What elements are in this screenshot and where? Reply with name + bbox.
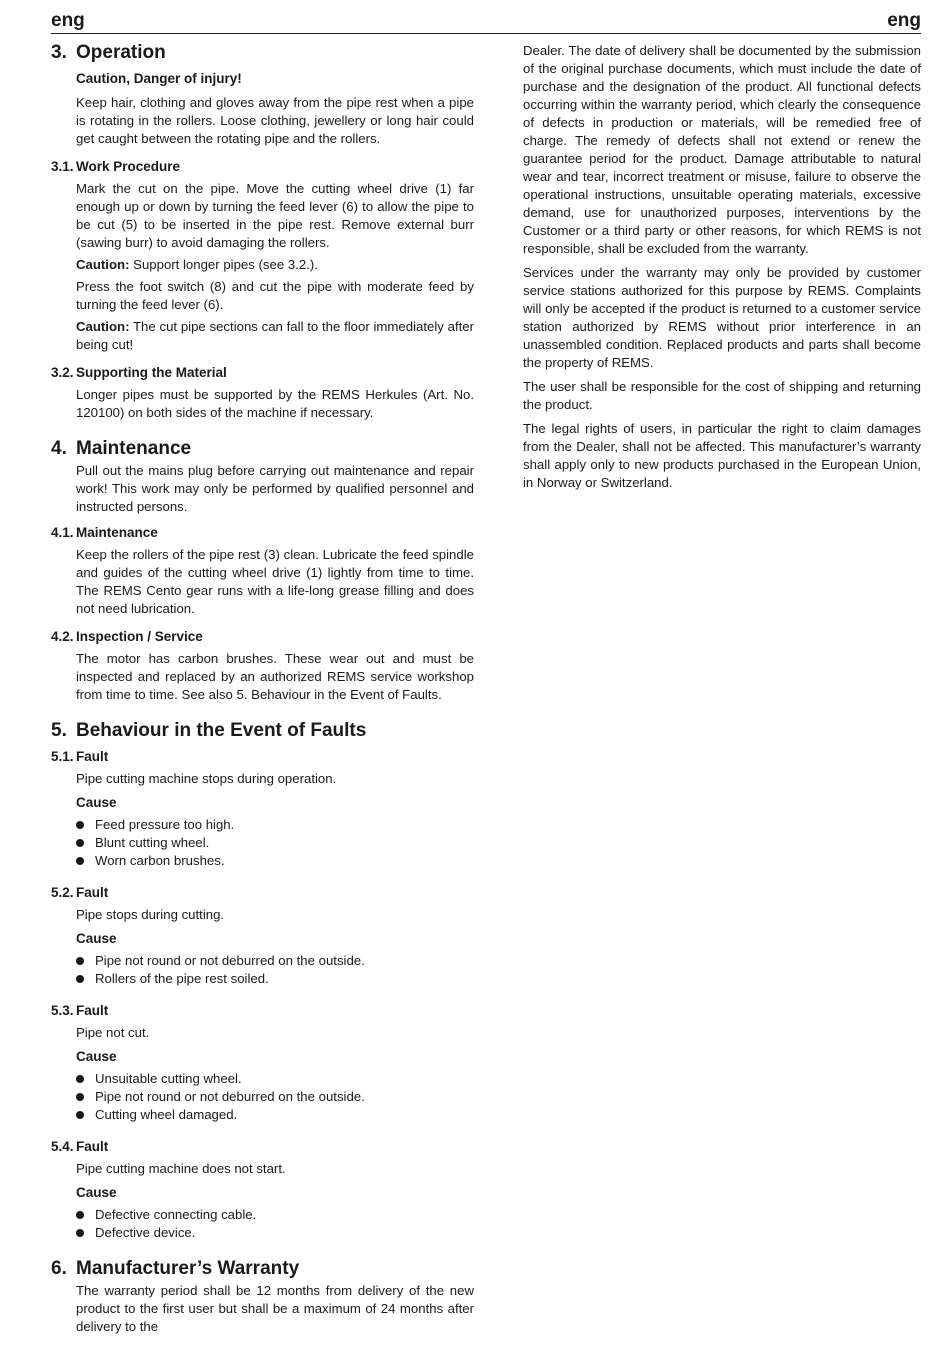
cause-list — [51, 952, 474, 988]
caution-label: Caution: — [76, 257, 130, 272]
subsection-title: Supporting the Material — [76, 365, 227, 380]
section-heading — [51, 40, 474, 66]
paragraph: The warranty period shall be 12 months from delivery of the new product to the first user but shall be a maximum of 24 months after delivery to the — [76, 1283, 474, 1334]
caution-label: Caution: — [76, 319, 130, 334]
section-title: Operation — [76, 42, 166, 63]
bullet-icon — [76, 839, 84, 847]
fault-description: Pipe not cut. — [76, 1025, 150, 1040]
bullet-icon — [76, 821, 84, 829]
paragraph: Longer pipes must be supported by the REMS Herkules (Art. No. 120100) on both sides of the machine if necessary. — [76, 387, 474, 420]
subsection-heading — [51, 158, 474, 176]
subsection-heading — [51, 628, 474, 646]
cause-text: Defective device. — [95, 1225, 196, 1240]
subsection-number: 4.1. — [51, 525, 74, 540]
cause-text: Pipe not round or not deburred on the outside. — [95, 1089, 365, 1104]
language-label-left: eng — [51, 10, 85, 31]
section-number: 4. — [51, 438, 67, 459]
cause-label: Cause — [76, 1185, 117, 1200]
section-number: 5. — [51, 720, 67, 741]
subsection-title: Fault — [76, 749, 109, 764]
fault-description: Pipe stops during cutting. — [76, 907, 225, 922]
fault-description: Pipe cutting machine does not start. — [76, 1161, 286, 1176]
subsection-heading — [51, 364, 474, 382]
section-heading — [51, 1256, 474, 1282]
paragraph: The legal rights of users, in particular the right to claim damages from the Dealer, shall not be affected. This manufacturer’s warranty shall apply only to new products purchased in the European Union, in Norway or Switzerland. — [523, 421, 921, 490]
paragraph: Press the foot switch (8) and cut the pipe with moderate feed by turning the feed lever (6). — [76, 279, 474, 312]
cause-text: Worn carbon brushes. — [95, 853, 225, 868]
list-item — [76, 952, 474, 970]
section-number: 6. — [51, 1258, 67, 1279]
cause-label: Cause — [76, 931, 117, 946]
subsection-number: 5.2. — [51, 885, 74, 900]
subsection-number: 3.1. — [51, 159, 74, 174]
subsection-number: 5.4. — [51, 1139, 74, 1154]
subsection-heading — [51, 884, 474, 902]
caution-paragraph — [51, 318, 474, 354]
cause-text: Blunt cutting wheel. — [95, 835, 210, 850]
list-item — [76, 1106, 474, 1124]
bullet-icon — [76, 975, 84, 983]
section-number: 3. — [51, 42, 67, 63]
cause-text: Defective connecting cable. — [95, 1207, 257, 1222]
left-column — [51, 40, 474, 1336]
section-title: Behaviour in the Event of Faults — [76, 720, 367, 741]
bullet-icon — [76, 1075, 84, 1083]
cause-label: Cause — [76, 795, 117, 810]
bullet-icon — [76, 957, 84, 965]
subsection-title: Maintenance — [76, 525, 158, 540]
subsection-number: 5.3. — [51, 1003, 74, 1018]
subsection-title: Fault — [76, 1139, 109, 1154]
paragraph: Services under the warranty may only be provided by customer service stations authorized for this purpose by REMS. Complaints will only be accepted if the product is returned to a customer service station authorized by REMS without prior interference in an unassembled condition. Replaced products and parts shall become the property of REMS. — [523, 265, 921, 370]
subsection-number: 5.1. — [51, 749, 74, 764]
list-item — [76, 1224, 474, 1242]
subsection-heading — [51, 1138, 474, 1156]
caution-text: Support longer pipes (see 3.2.). — [129, 257, 318, 272]
list-item — [76, 1070, 474, 1088]
page-header — [51, 9, 921, 34]
cause-text: Pipe not round or not deburred on the outside. — [95, 953, 365, 968]
cause-text: Unsuitable cutting wheel. — [95, 1071, 242, 1086]
language-label-right: eng — [887, 10, 921, 31]
section-heading — [51, 718, 474, 744]
section-title: Maintenance — [76, 438, 192, 459]
paragraph: Dealer. The date of delivery shall be documented by the submission of the original purchase documents, which must include the date of purchase and the designation of the product. All functional defects occurring within the warranty period, which clearly the consequence of defects in production or materials, will be remedied free of charge. The remedy of defects shall not extend or renew the guarantee period for the product. Damage attributable to natural wear and tear, incorrect treatment or misuse, failure to observe the operational instructions, unsuitable operating materials, excessive demand, use for unauthorized purposes, interventions by the Customer or a third party or other reasons, for which REMS is not responsible, shall be excluded from the warranty. — [523, 43, 921, 256]
cause-label: Cause — [76, 1049, 117, 1064]
list-item — [76, 852, 474, 870]
cause-list — [51, 816, 474, 870]
paragraph: Pull out the mains plug before carrying out maintenance and repair work! This work may only be performed by qualified personnel and instructed persons. — [76, 463, 474, 514]
caution-title: Caution, Danger of injury! — [76, 71, 242, 86]
paragraph: Keep the rollers of the pipe rest (3) clean. Lubricate the feed spindle and guides of the cutting wheel drive (1) lightly from time to time. The REMS Cento gear runs with a life-long grease filling and does not need lubrication. — [76, 547, 474, 616]
section-heading — [51, 436, 474, 462]
bullet-icon — [76, 1093, 84, 1101]
subsection-number: 4.2. — [51, 629, 74, 644]
subsection-heading — [51, 524, 474, 542]
subsection-title: Inspection / Service — [76, 629, 203, 644]
paragraph: Keep hair, clothing and gloves away from the pipe rest when a pipe is rotating in the rollers. Loose clothing, jewellery or long hair could get caught between the rotating pipe and the rollers. — [76, 95, 474, 146]
subsection-title: Work Procedure — [76, 159, 181, 174]
right-column — [523, 42, 921, 492]
paragraph: Mark the cut on the pipe. Move the cutting wheel drive (1) far enough up or down by turning the feed lever (6) to allow the pipe to be cut (5) to be inserted in the pipe rest. Remove external burr (sawing burr) to avoid damaging the rollers. — [76, 181, 474, 250]
cause-text: Cutting wheel damaged. — [95, 1107, 238, 1122]
cause-text: Feed pressure too high. — [95, 817, 235, 832]
list-item — [76, 816, 474, 834]
list-item — [76, 1088, 474, 1106]
list-item — [76, 1206, 474, 1224]
subsection-heading — [51, 748, 474, 766]
list-item — [76, 834, 474, 852]
bullet-icon — [76, 1211, 84, 1219]
bullet-icon — [76, 1111, 84, 1119]
cause-list — [51, 1206, 474, 1242]
cause-text: Rollers of the pipe rest soiled. — [95, 971, 269, 986]
caution-paragraph — [51, 256, 474, 274]
subsection-title: Fault — [76, 1003, 109, 1018]
fault-description: Pipe cutting machine stops during operation. — [76, 771, 337, 786]
subsection-heading — [51, 1002, 474, 1020]
paragraph: The motor has carbon brushes. These wear out and must be inspected and replaced by an authorized REMS service workshop from time to time. See also 5. Behaviour in the Event of Faults. — [76, 651, 474, 702]
caution-text: The cut pipe sections can fall to the floor immediately after being cut! — [76, 319, 474, 352]
subsection-number: 3.2. — [51, 365, 74, 380]
list-item — [76, 970, 474, 988]
section-title: Manufacturer’s Warranty — [76, 1258, 300, 1279]
bullet-icon — [76, 1229, 84, 1237]
cause-list — [51, 1070, 474, 1124]
paragraph: The user shall be responsible for the cost of shipping and returning the product. — [523, 379, 921, 412]
bullet-icon — [76, 857, 84, 865]
subsection-title: Fault — [76, 885, 109, 900]
